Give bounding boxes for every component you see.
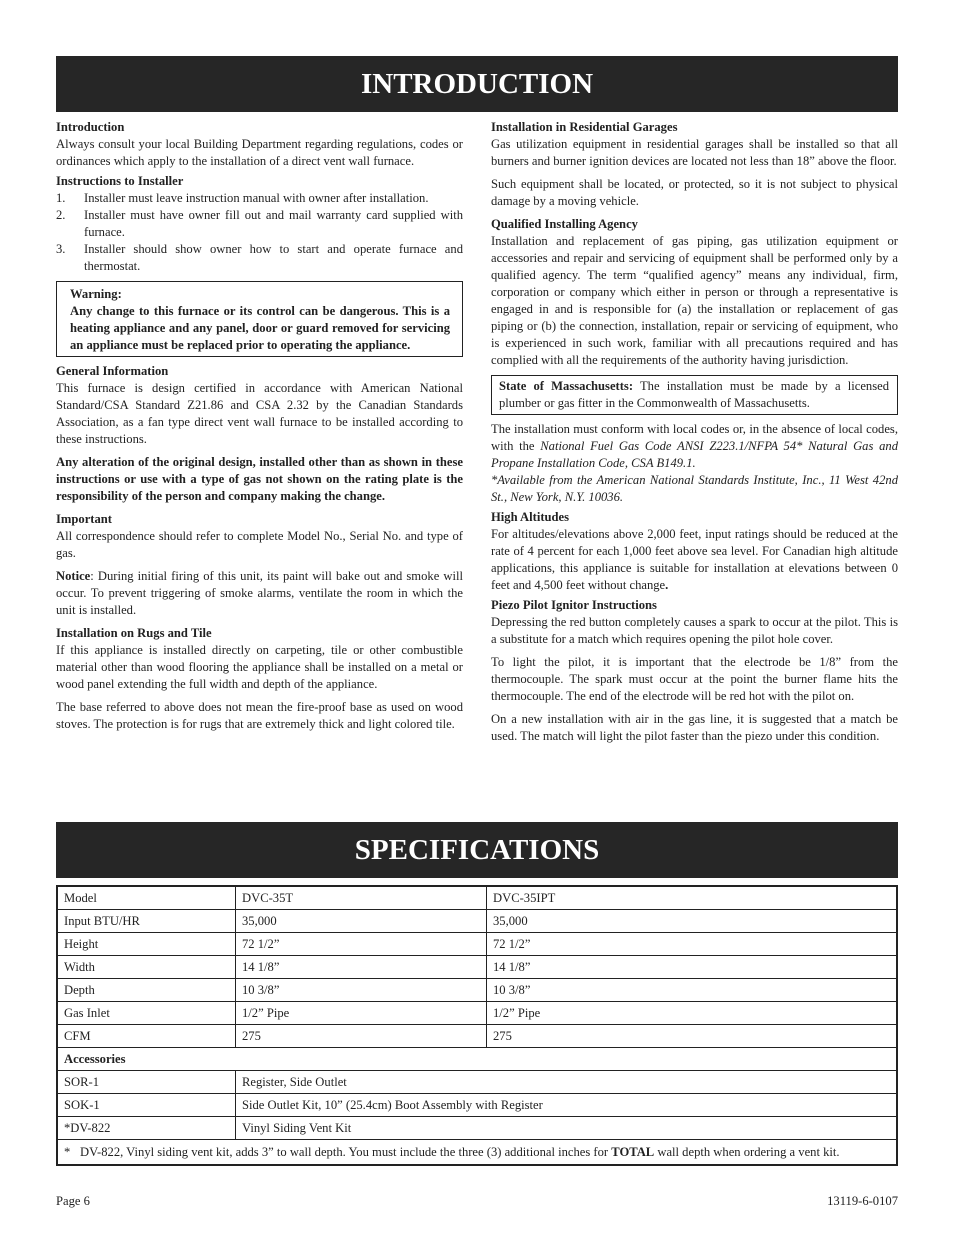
garages-heading: Installation in Residential Garages bbox=[491, 120, 678, 134]
left-column bbox=[56, 119, 463, 739]
table-row: Model DVC-35T DVC-35IPT bbox=[57, 886, 897, 910]
specifications-table bbox=[56, 885, 898, 1166]
warning-text: Any change to this furnace or its control can be dangerous. This is a heating appliance and any panel, door or guard removed for servicing an appliance must be replaced prior to operating the appliance. bbox=[70, 304, 450, 352]
introduction-text: Always consult your local Building Department regarding regulations, codes or ordinances which apply to the installation of a direct vent wall furnace. bbox=[56, 137, 463, 168]
footnote: * DV-822, Vinyl siding vent kit, adds 3” to wall depth. You must include the three (3) additional inches for TOTAL wall depth when ordering a vent kit. bbox=[57, 1140, 897, 1166]
garages-text-2: Such equipment shall be located, or protected, so it is not subject to physical damage by a moving vehicle. bbox=[491, 177, 898, 208]
pilot-text: To light the pilot, it is important that the electrode be 1/8” from the thermocouple. The spark must occur at the point the burner flame hits the thermocouple. The end of the electrode will be red hot with the pilot on. bbox=[491, 655, 898, 703]
piezo-heading: Piezo Pilot Ignitor Instructions bbox=[491, 598, 657, 612]
warning-box bbox=[56, 281, 463, 357]
table-row: *DV-822 Vinyl Siding Vent Kit bbox=[57, 1117, 897, 1140]
new-installation-text: On a new installation with air in the gas line, it is suggested that a match be used. The match will light the pilot faster than the piezo under this condition. bbox=[491, 712, 898, 743]
qualified-agency-text: Installation and replacement of gas piping, gas utilization equipment or accessories and repair and servicing of equipment shall be performed only by a qualified agency. The term “qualified agency” means any individual, firm, corporation or company which either in person or through a representative is engaged in and is responsible for (a) the installation or replacement of gas piping or (b) the connection, installation, repair or servicing of equipment, who is experienced in such work, familiar with all precautions required and has complied with all the requirements of the authority having jurisdiction. bbox=[491, 234, 898, 367]
garages-text: Gas utilization equipment in residential garages shall be installed so that all burners and burner ignition devices are located not less than 18” above the floor. bbox=[491, 137, 898, 168]
table-row: Height 72 1/2” 72 1/2” bbox=[57, 933, 897, 956]
warning-label: Warning: bbox=[70, 287, 122, 301]
introduction-heading: Introduction bbox=[56, 120, 125, 134]
alteration-text: Any alteration of the original design, installed other than as shown in these instructions or use with a type of gas not shown on the rating plate is the responsibility of the person and company making the change. bbox=[56, 455, 463, 503]
accessories-heading: Accessories bbox=[57, 1048, 897, 1071]
right-column bbox=[491, 119, 898, 751]
page-number: Page 6 bbox=[56, 1194, 90, 1208]
introduction-banner: INTRODUCTION bbox=[56, 56, 898, 112]
notice-paragraph bbox=[56, 568, 463, 619]
important-text: All correspondence should refer to complete Model No., Serial No. and type of gas. bbox=[56, 529, 463, 560]
massachusetts-text: The installation must be made by a licensed plumber or gas fitter in the Commonwealth of Massachusetts. bbox=[499, 379, 889, 410]
installer-instructions-heading: Instructions to Installer bbox=[56, 174, 184, 188]
piezo-text: Depressing the red button completely causes a spark to occur at the pilot. This is a substitute for a match which requires opening the pilot hole cover. bbox=[491, 615, 898, 646]
massachusetts-label: State of Massachusetts: bbox=[499, 379, 634, 393]
notice-label: Notice bbox=[56, 569, 91, 583]
rugs-tile-text: If this appliance is installed directly on carpeting, tile or other combustible material other than wood flooring the appliance shall be installed on a metal or wood panel extending the full width and depth of the appliance. bbox=[56, 643, 463, 691]
specifications-banner: SPECIFICATIONS bbox=[56, 822, 898, 878]
list-item: 2. Installer must have owner fill out and mail warranty card supplied with furnace. bbox=[56, 208, 463, 239]
table-row: CFM 275 275 bbox=[57, 1025, 897, 1048]
table-row: Gas Inlet 1/2” Pipe 1/2” Pipe bbox=[57, 1002, 897, 1025]
qualified-agency-heading: Qualified Installing Agency bbox=[491, 217, 638, 231]
rugs-tile-heading: Installation on Rugs and Tile bbox=[56, 626, 212, 640]
list-item: 1. Installer must leave instruction manual with owner after installation. bbox=[56, 191, 429, 205]
footnote-row bbox=[57, 1140, 897, 1166]
installer-instructions-list bbox=[56, 190, 463, 275]
table-row: Input BTU/HR 35,000 35,000 bbox=[57, 910, 897, 933]
document-number: 13119-6-0107 bbox=[827, 1194, 898, 1208]
general-information-text: This furnace is design certified in accordance with American National Standard/CSA Standard Z21.86 and CSA 2.32 by the Canadian Standards Association, as a fan type direct vent wall furnace to be installed according to these instructions. bbox=[56, 381, 463, 446]
accessories-heading-row bbox=[57, 1048, 897, 1071]
table-row: SOR-1 Register, Side Outlet bbox=[57, 1071, 897, 1094]
list-item: 3. Installer should show owner how to start and operate furnace and thermostat. bbox=[56, 242, 463, 273]
high-altitudes-heading: High Altitudes bbox=[491, 510, 570, 524]
codes-note: *Available from the American National Standards Institute, Inc., 11 West 42nd St., New York, N.Y. 10036. bbox=[491, 473, 898, 504]
base-text: The base referred to above does not mean the fire-proof base as used on wood stoves. The protection is for rugs that are extremely thick and light colored tile. bbox=[56, 700, 463, 731]
massachusetts-box bbox=[491, 375, 898, 415]
notice-text: : During initial firing of this unit, its paint will bake out and smoke will occur. To prevent triggering of smoke alarms, ventilate the room in which the unit is installed. bbox=[56, 569, 463, 617]
important-heading: Important bbox=[56, 512, 112, 526]
codes-paragraph: The installation must conform with local codes or, in the absence of local codes, with the National Fuel Gas Code ANSI Z223.1/NFPA 54* Natural Gas and Propane Installation Code, CSA B149.1. *Available from the American National Standards Institute, Inc., 11 West 42nd St., New York, N.Y. 10036. bbox=[491, 422, 898, 504]
table-row: Width 14 1/8” 14 1/8” bbox=[57, 956, 897, 979]
general-information-heading: General Information bbox=[56, 364, 169, 378]
high-altitudes-text: For altitudes/elevations above 2,000 feet, input ratings should be reduced at the rate of 4 percent for each 1,000 feet above sea level. For Canadian high altitude applications, this appliance is suitable for installation at elevations between 0 feet and 4,500 feet without change. bbox=[491, 527, 898, 592]
table-row: Depth 10 3/8” 10 3/8” bbox=[57, 979, 897, 1002]
footnote-star: * bbox=[64, 1145, 71, 1159]
table-row: SOK-1 Side Outlet Kit, 10” (25.4cm) Boot Assembly with Register bbox=[57, 1094, 897, 1117]
